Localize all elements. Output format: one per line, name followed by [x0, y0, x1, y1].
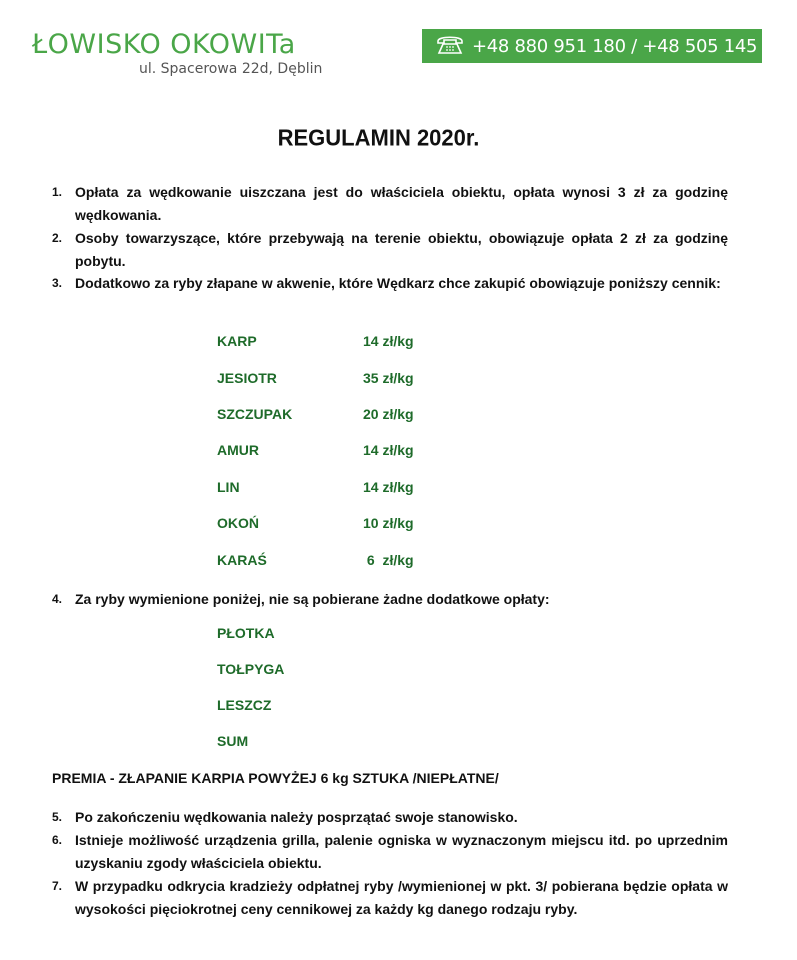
rule-item [52, 181, 728, 227]
fish-name: KARAŚ [217, 552, 267, 568]
rule-text: Opłata za wędkowanie uiszczana jest do właściciela obiektu, opłata wynosi 3 zł za godzinę wędkowania. [75, 184, 728, 223]
rule-item [52, 806, 728, 829]
fish-price: 14 zł/kg [363, 479, 414, 495]
brand-name: ŁOWISKO OKOWITa [32, 29, 296, 60]
rule-number: 4. [52, 592, 63, 606]
rule-item [52, 829, 728, 875]
fish-price: 6 zł/kg [363, 552, 414, 568]
rule-item [52, 875, 728, 921]
fish-price: 20 zł/kg [363, 406, 414, 422]
rule-text: W przypadku odkrycia kradzieży odpłatnej ryby /wymienionej w pkt. 3/ pobierana będzie opłata w wysokości pięciokrotnej ceny cennikowej za każdy kg danego rodzaju ryby. [75, 878, 728, 917]
rule-number: 2. [52, 231, 63, 245]
fish-price: 14 zł/kg [363, 333, 414, 349]
rule-item [52, 588, 728, 611]
fish-price: 14 zł/kg [363, 442, 414, 458]
phone-bar [422, 29, 797, 63]
fish-price: 35 zł/kg [363, 370, 414, 386]
rule-number: 5. [52, 810, 63, 824]
rule-number: 7. [52, 879, 63, 893]
free-fish-item: PŁOTKA [217, 625, 275, 641]
page-title: REGULAMIN 2020r. [277, 124, 480, 151]
fish-name: JESIOTR [217, 370, 277, 386]
fish-price: 10 zł/kg [363, 515, 414, 531]
telephone-icon [422, 33, 472, 60]
fish-name: KARP [217, 333, 257, 349]
rule-text: Dodatkowo za ryby złapane w akwenie, które Wędkarz chce zakupić obowiązuje poniższy cennik: [75, 275, 721, 291]
rule-item [52, 227, 728, 273]
premium-note: PREMIA - ZŁAPANIE KARPIA POWYŻEJ 6 kg SZTUKA /NIEPŁATNE/ [52, 770, 499, 786]
rule-text: Osoby towarzyszące, które przebywają na terenie obiektu, obowiązuje opłata 2 zł za godzinę pobytu. [75, 230, 728, 269]
rule-number: 1. [52, 185, 63, 199]
brand-logo [32, 29, 323, 77]
brand-address: ul. Spacerowa 22d, Dęblin [139, 61, 323, 77]
free-fish-item: LESZCZ [217, 697, 272, 713]
fish-name: OKOŃ [217, 515, 259, 531]
phone-numbers: +48 880 951 180 / +48 505 145 499 [472, 35, 797, 57]
fish-name: AMUR [217, 442, 259, 458]
rule-item [52, 272, 728, 295]
rule-number: 6. [52, 833, 63, 847]
rule-number: 3. [52, 276, 63, 290]
free-fish-item: TOŁPYGA [217, 661, 285, 677]
fish-name: SZCZUPAK [217, 406, 293, 422]
fish-name: LIN [217, 479, 240, 495]
free-fish-item: SUM [217, 733, 249, 749]
rule-text: Za ryby wymienione poniżej, nie są pobierane żadne dodatkowe opłaty: [75, 591, 550, 607]
rule-text: Istnieje możliwość urządzenia grilla, palenie ogniska w wyznaczonym miejscu itd. po uprzednim uzyskaniu zgody właściciela obiektu. [75, 832, 728, 871]
rule-text: Po zakończeniu wędkowania należy posprzątać swoje stanowisko. [75, 809, 518, 825]
